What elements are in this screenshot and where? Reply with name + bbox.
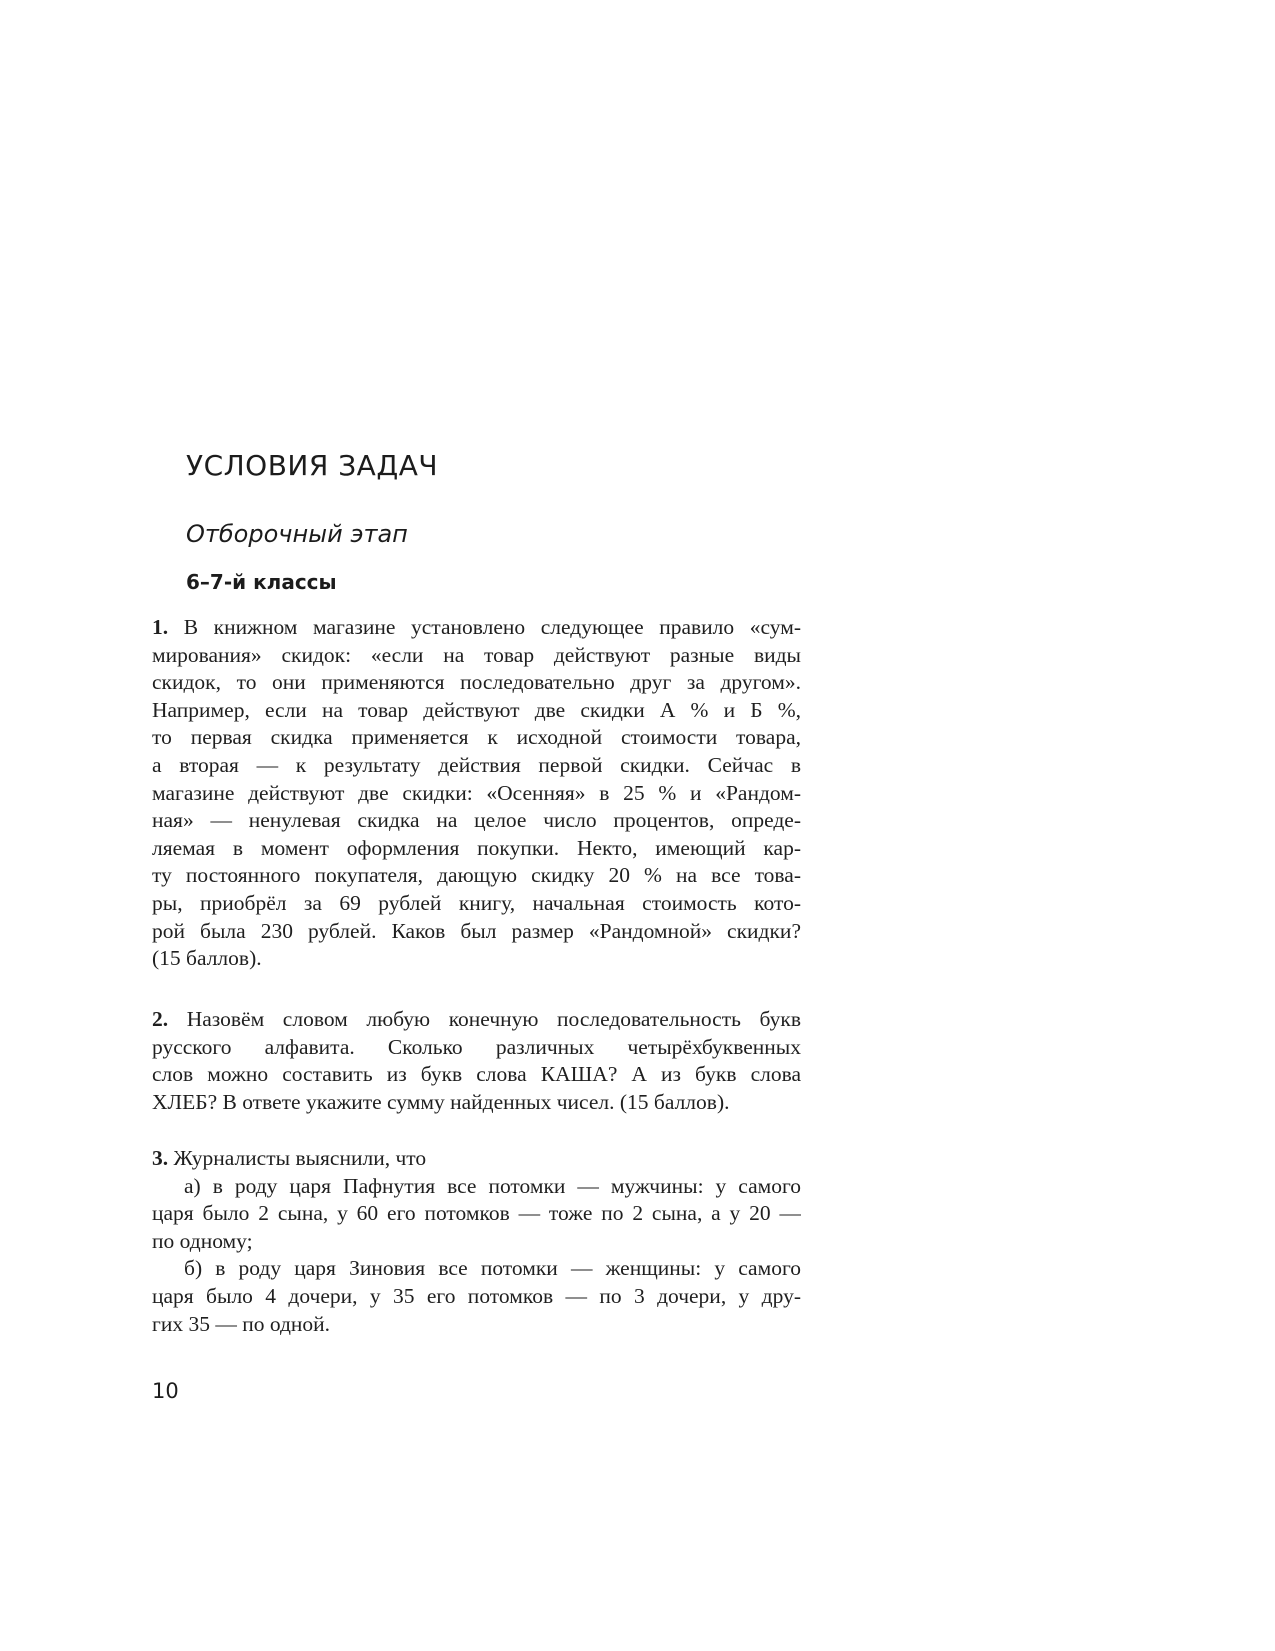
problem-line (152, 614, 801, 642)
problem-number: 2. (152, 1007, 169, 1031)
problem-text: Назовём словом любую конечную последовательность букв (168, 1007, 801, 1031)
problem-line: по одному; (152, 1228, 253, 1253)
stage-title: Отборочный этап (186, 520, 408, 548)
problem-line: ляемая в момент оформления покупки. Некто, имеющий кар- (152, 835, 801, 860)
problem-line (152, 1145, 801, 1173)
section-title: УСЛОВИЯ ЗАДАЧ (186, 449, 439, 482)
problem-1 (152, 614, 801, 973)
problem-line: ту постоянного покупателя, дающую скидку 20 % на все това- (152, 863, 801, 888)
problem-line: царя было 2 сына, у 60 его потомков — тоже по 2 сына, а у 20 — (152, 1201, 801, 1226)
problem-line: (15 баллов). (152, 946, 262, 971)
problem-text: Журналисты выяснили, что (168, 1146, 427, 1170)
grade-title: 6–7-й классы (186, 570, 337, 594)
problem-line (152, 1006, 801, 1034)
problem-number: 3. (152, 1146, 169, 1170)
page-number: 10 (152, 1379, 179, 1403)
problem-line: гих 35 — по одной. (152, 1311, 331, 1336)
problem-line: а) в роду царя Пафнутия все потомки — мужчины: у самого (184, 1173, 801, 1198)
problem-line: слов можно составить из букв слова КАША? А из букв слова (152, 1062, 801, 1087)
problem-line: а вторая — к результату действия первой скидки. Сейчас в (152, 752, 801, 777)
problem-line: царя было 4 дочери, у 35 его потомков — по 3 дочери, у дру- (152, 1283, 801, 1308)
problem-line: ная» — ненулевая скидка на целое число процентов, опреде- (152, 808, 801, 833)
problem-line: рой была 230 рублей. Каков был размер «Рандомной» скидки? (152, 918, 801, 943)
problem-line: русского алфавита. Сколько различных четырёхбуквенных (152, 1034, 801, 1059)
problem-line: Например, если на товар действуют две скидки А % и Б %, (152, 697, 801, 722)
problem-line: скидок, то они применяются последовательно друг за другом». (152, 670, 801, 695)
problem-line: ХЛЕБ? В ответе укажите сумму найденных чисел. (15 баллов). (152, 1089, 730, 1114)
problem-text: В книжном магазине установлено следующее правило «сум- (168, 615, 801, 639)
problem-line: мирования» скидок: «если на товар действуют разные виды (152, 642, 801, 667)
problem-3 (152, 1145, 801, 1338)
problem-line: б) в роду царя Зиновия все потомки — женщины: у самого (184, 1256, 801, 1281)
problem-line: то первая скидка применяется к исходной стоимости товара, (152, 725, 801, 750)
problem-2 (152, 1006, 801, 1116)
problem-line: магазине действуют две скидки: «Осенняя» в 25 % и «Рандом- (152, 780, 801, 805)
problem-number: 1. (152, 615, 169, 639)
problem-line: ры, приобрёл за 69 рублей книгу, начальная стоимость кото- (152, 890, 801, 915)
